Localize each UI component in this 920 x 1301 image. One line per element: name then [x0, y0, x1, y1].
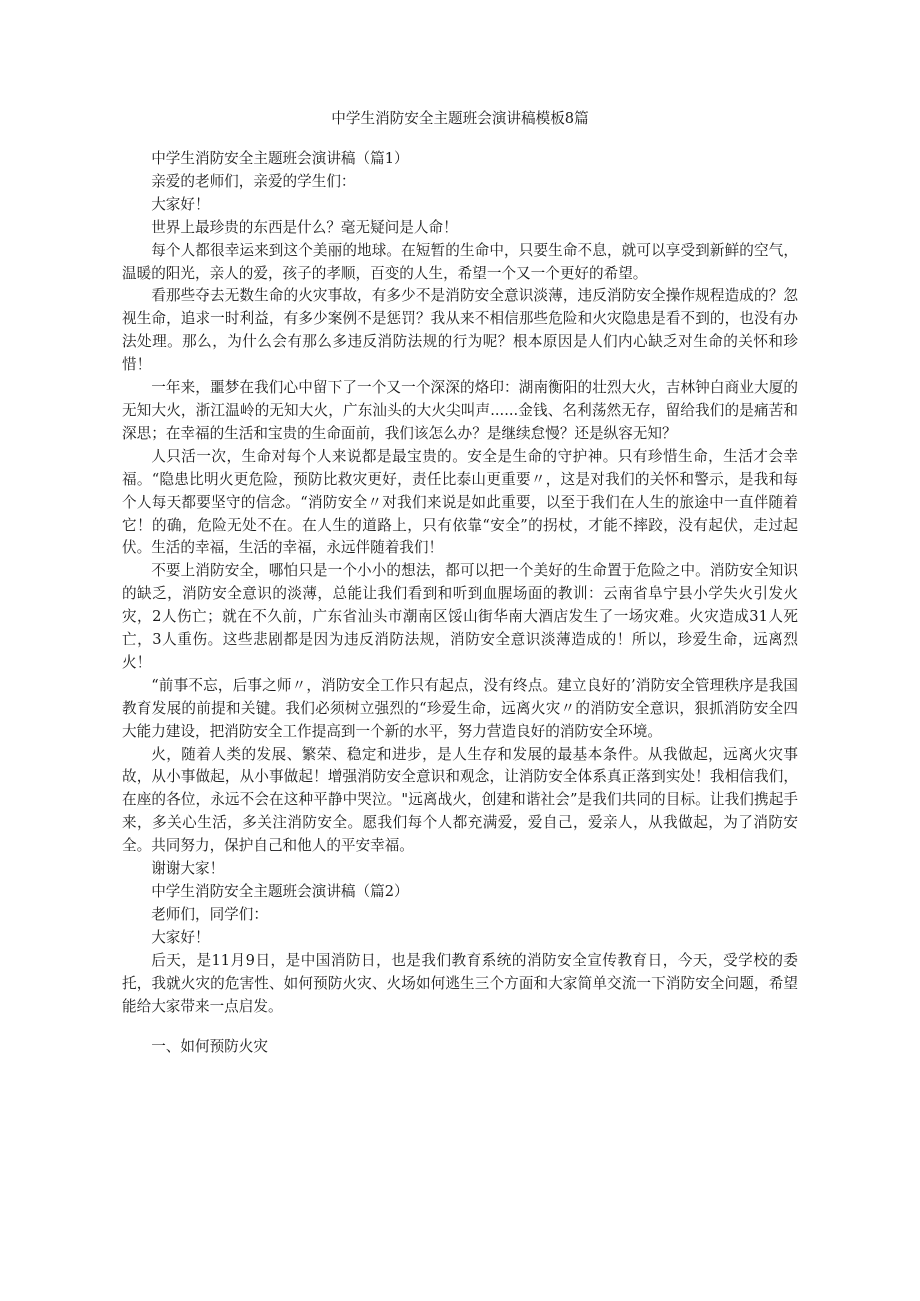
salutation: 老师们，同学们：	[151, 905, 268, 923]
document-title: 中学生消防安全主题班会演讲稿模板8篇	[331, 110, 589, 127]
document-page	[122, 108, 798, 1059]
salutation: 亲爱的老师们，亲爱的学生们：	[151, 172, 356, 190]
paragraph: 人只活一次，生命对每个人来说都是最宝贵的。安全是生命的守护神。只有珍惜生命，生活才会幸福。“隐患比明火更危险，预防比救灾更好，责任比泰山更重要〃，这是对我们的关怀和警示，是我和每个人每天都要坚守的信念。“消防安全〃对我们来说是如此重要，以至于我们在人生的旅途中一直伴随着它！的确，危险无处不在。在人生的道路上，只有依靠“安全”的拐杖，才能不摔跤，没有起伏，走过起伏。生活的幸福，生活的幸福，永远伴随着我们！	[122, 447, 798, 557]
subsection-heading: 一、如何预防火灾	[151, 1038, 268, 1056]
paragraph: 火，随着人类的发展、繁荣、稳定和进步，是人生存和发展的最基本条件。从我做起，远离火灾事故，从小事做起，从小事做起！增强消防安全意识和观念，让消防安全体系真正落到实处！我相信我们，在座的各位，永远不会在这种平静中哭泣。"远离战火，创建和谐社会”是我们共同的目标。让我们携起手来，多关心生活，多关注消防安全。愿我们每个人都充满爱，爱自己，爱亲人，从我做起，为了消防安全。共同努力，保护自己和他人的平安幸福。	[122, 745, 798, 855]
section-heading-1: 中学生消防安全主题班会演讲稿（篇1）	[151, 150, 409, 167]
paragraph: 不要上消防安全，哪怕只是一个小小的想法，都可以把一个美好的生命置于危险之中。消防安全知识的缺乏，消防安全意识的淡薄，总能让我们看到和听到血腥场面的教训：云南省阜宁县小学失火引发火灾，2人伤亡；就在不久前，广东省汕头市潮南区馁山街华南大酒店发生了一场灾难。火灾造成31人死亡，3人重伤。这些悲剧都是因为违反消防法规，消防安全意识淡薄造成的！所以，珍爱生命，远离烈火！	[122, 562, 798, 671]
paragraph: 每个人都很幸运来到这个美丽的地球。在短暂的生命中，只要生命不息，就可以享受到新鲜的空气，温暖的阳光，亲人的爱，孩子的孝顺，百变的人生，希望一个又一个更好的希望。	[122, 241, 798, 282]
paragraph: “前事不忘，后事之师〃，消防安全工作只有起点，没有终点。建立良好的’消防安全管理秩序是我国教育发展的前提和关键。我们必须树立强烈的“珍爱生命，远离火灾〃的消防安全意识，狠抓消防安全四大能力建设，把消防安全工作提高到一个新的水平，努力营造良好的消防安全环境。	[122, 676, 798, 740]
paragraph: 一年来，噩梦在我们心中留下了一个又一个深深的烙印：湖南衡阳的壮烈大火，吉林钟白商业大厦的无知大火，浙江温岭的无知大火，广东汕头的大火尖叫声......金钱、名利荡然无存，留给我们的是痛苦和深思；在幸福的生活和宝贵的生命面前，我们该怎么办？是继续怠慢？还是纵容无知？	[122, 379, 798, 442]
paragraph: 看那些夺去无数生命的火灾事故，有多少不是消防安全意识淡薄，违反消防安全操作规程造成的？忽视生命，追求一时利益，有多少案例不是惩罚？我从来不相信那些危险和火灾隐患是看不到的，也没有办法处理。那么，为什么会有那么多违反消防法规的行为呢？根本原因是人们内心缺乏对生命的关怀和珍惜！	[122, 287, 798, 374]
paragraph: 后天，是11月9日，是中国消防日，也是我们教育系统的消防安全宣传教育日，今天，受学校的委托，我就火灾的危害性、如何预防火灾、火场如何逃生三个方面和大家简单交流一下消防安全问题，希望能给大家带来一点启发。	[122, 951, 798, 1015]
greeting: 大家好！	[151, 928, 210, 946]
closing: 谢谢大家！	[151, 860, 225, 878]
paragraph: 世界上最珍贵的东西是什么？毫无疑问是人命！	[151, 218, 458, 236]
section-heading-2: 中学生消防安全主题班会演讲稿（篇2）	[151, 883, 409, 900]
greeting: 大家好！	[151, 195, 210, 213]
